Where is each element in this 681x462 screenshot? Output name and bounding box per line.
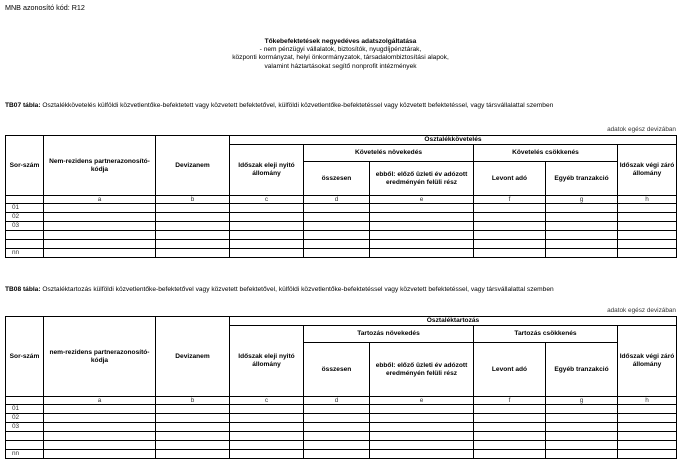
- data-cell[interactable]: [230, 204, 304, 213]
- letter-cell: d: [304, 397, 370, 405]
- col-sorszam: Sor-szám: [6, 136, 44, 196]
- data-cell[interactable]: [474, 231, 546, 240]
- table-row: [6, 240, 677, 249]
- letter-cell: e: [370, 397, 474, 405]
- data-cell[interactable]: [156, 204, 230, 213]
- data-cell[interactable]: [370, 213, 474, 222]
- data-cell[interactable]: [156, 405, 230, 414]
- letter-cell: f: [474, 196, 546, 204]
- report-header: [0, 38, 681, 71]
- data-cell[interactable]: [546, 204, 618, 213]
- letter-cell: a: [44, 196, 156, 204]
- letter-cell: f: [474, 397, 546, 405]
- row-number: nn: [6, 249, 44, 258]
- col-dec-tax: Levont adó: [474, 162, 546, 196]
- data-cell[interactable]: [370, 450, 474, 459]
- table-row: [6, 231, 677, 240]
- report-subtitle-1: - nem pénzügyi vállalatok, biztosítók, nyugdíjpénztárak,: [259, 46, 422, 54]
- data-cell[interactable]: [156, 222, 230, 231]
- data-cell[interactable]: [546, 414, 618, 423]
- table-row: [6, 414, 677, 423]
- data-cell[interactable]: [44, 213, 156, 222]
- row-number: 01: [6, 405, 44, 414]
- data-cell[interactable]: [474, 213, 546, 222]
- col-dec-tax: Levont adó: [474, 343, 546, 397]
- data-cell[interactable]: [618, 450, 677, 459]
- data-cell[interactable]: [44, 240, 156, 249]
- col-partner: nem-rezidens partnerazonosító-kódja: [44, 317, 156, 397]
- data-cell[interactable]: [304, 405, 370, 414]
- data-cell[interactable]: [44, 450, 156, 459]
- row-number: [6, 240, 44, 249]
- data-cell[interactable]: [304, 231, 370, 240]
- letter-cell: e: [370, 196, 474, 204]
- col-inc-total: összesen: [304, 343, 370, 397]
- table-row: [6, 405, 677, 414]
- unit-note: adatok egész devizában: [607, 126, 676, 133]
- data-cell[interactable]: [618, 441, 677, 450]
- data-cell[interactable]: [546, 441, 618, 450]
- col-dec-other: Egyéb tranzakció: [546, 162, 618, 196]
- table-row: [6, 249, 677, 258]
- data-cell[interactable]: [618, 204, 677, 213]
- data-cell[interactable]: [230, 414, 304, 423]
- table-title-tb07: [5, 102, 675, 111]
- data-cell[interactable]: [230, 450, 304, 459]
- data-cell[interactable]: [370, 441, 474, 450]
- data-cell[interactable]: [546, 231, 618, 240]
- data-cell[interactable]: [304, 432, 370, 441]
- data-cell[interactable]: [156, 423, 230, 432]
- data-cell[interactable]: [546, 240, 618, 249]
- data-cell[interactable]: [474, 450, 546, 459]
- data-cell[interactable]: [546, 249, 618, 258]
- data-cell[interactable]: [370, 204, 474, 213]
- table-row: [6, 441, 677, 450]
- data-cell[interactable]: [230, 249, 304, 258]
- row-number: 02: [6, 414, 44, 423]
- data-cell[interactable]: [44, 204, 156, 213]
- data-cell[interactable]: [156, 414, 230, 423]
- col-close: Időszak végi záró állomány: [618, 326, 677, 397]
- data-cell[interactable]: [474, 441, 546, 450]
- letter-cell: h: [618, 397, 677, 405]
- row-number: nn: [6, 450, 44, 459]
- data-cell[interactable]: [618, 414, 677, 423]
- data-cell[interactable]: [370, 432, 474, 441]
- col-open: Időszak eleji nyitó állomány: [230, 145, 304, 196]
- data-cell[interactable]: [546, 222, 618, 231]
- letter-cell: [6, 196, 44, 204]
- col-close: Időszak végi záró állomány: [618, 145, 677, 196]
- data-cell[interactable]: [304, 249, 370, 258]
- data-cell[interactable]: [44, 231, 156, 240]
- data-cell[interactable]: [156, 432, 230, 441]
- data-cell[interactable]: [156, 249, 230, 258]
- table-tb07: [5, 135, 677, 258]
- data-cell[interactable]: [44, 222, 156, 231]
- col-dec-other: Egyéb tranzakció: [546, 343, 618, 397]
- data-cell[interactable]: [156, 450, 230, 459]
- data-cell[interactable]: [370, 414, 474, 423]
- data-cell[interactable]: [304, 213, 370, 222]
- col-inc-total: összesen: [304, 162, 370, 196]
- data-cell[interactable]: [546, 213, 618, 222]
- data-cell[interactable]: [474, 423, 546, 432]
- data-cell[interactable]: [230, 423, 304, 432]
- report-title: Tőkebefektetések negyedéves adatszolgáltatása: [264, 38, 417, 45]
- table-row: [6, 432, 677, 441]
- col-group: Osztaléktartozás: [230, 317, 677, 326]
- data-cell[interactable]: [304, 414, 370, 423]
- mnb-code: MNB azonosító kód: R12: [5, 3, 85, 12]
- data-cell[interactable]: [304, 222, 370, 231]
- data-cell[interactable]: [156, 441, 230, 450]
- data-cell[interactable]: [304, 240, 370, 249]
- data-cell[interactable]: [474, 414, 546, 423]
- data-cell[interactable]: [304, 441, 370, 450]
- data-cell[interactable]: [546, 450, 618, 459]
- data-cell[interactable]: [304, 423, 370, 432]
- data-cell[interactable]: [370, 249, 474, 258]
- data-cell[interactable]: [230, 432, 304, 441]
- row-number: 02: [6, 213, 44, 222]
- data-cell[interactable]: [370, 222, 474, 231]
- letter-cell: b: [156, 397, 230, 405]
- data-cell[interactable]: [230, 441, 304, 450]
- col-inc-group: Követelés növekedés: [304, 145, 474, 162]
- data-cell[interactable]: [156, 231, 230, 240]
- col-open: Időszak eleji nyitó állomány: [230, 326, 304, 397]
- col-devizanem: Devizanem: [156, 136, 230, 196]
- letter-cell: d: [304, 196, 370, 204]
- data-cell[interactable]: [474, 432, 546, 441]
- table-row: [6, 213, 677, 222]
- col-group: Osztalékkövetelés: [230, 136, 677, 145]
- table-title-text: Osztalékkövetelés külföldi közvetlentőke-befektetett vagy közvetett befektetővel, külföldi közvetlentőke-befektetéssel vagy közvetett befektetéssel, vagy társvállalattal szemben: [40, 102, 554, 109]
- letter-cell: c: [230, 397, 304, 405]
- letters-row: [6, 397, 677, 405]
- row-number: 03: [6, 423, 44, 432]
- data-cell[interactable]: [618, 213, 677, 222]
- data-cell[interactable]: [618, 423, 677, 432]
- letter-cell: h: [618, 196, 677, 204]
- data-cell[interactable]: [44, 249, 156, 258]
- data-cell[interactable]: [370, 405, 474, 414]
- letter-cell: b: [156, 196, 230, 204]
- data-cell[interactable]: [230, 213, 304, 222]
- data-cell[interactable]: [618, 240, 677, 249]
- col-devizanem: Devizanem: [156, 317, 230, 397]
- table-id: TB07 tábla:: [5, 102, 41, 109]
- report-subtitle-3: valamint háztartásokat segítő nonprofit intézmények: [264, 62, 417, 70]
- data-cell[interactable]: [156, 240, 230, 249]
- data-cell[interactable]: [618, 405, 677, 414]
- data-cell[interactable]: [474, 240, 546, 249]
- col-sorszam: Sor-szám: [6, 317, 44, 397]
- row-number: 03: [6, 222, 44, 231]
- table-row: [6, 222, 677, 231]
- table-row: [6, 204, 677, 213]
- unit-note: adatok egész devizában: [607, 307, 676, 314]
- col-partner: Nem-rezidens partnerazonosító-kódja: [44, 136, 156, 196]
- data-cell[interactable]: [230, 240, 304, 249]
- col-inc-group: Tartozás növekedés: [304, 326, 474, 343]
- table-title-tb08: [5, 286, 675, 295]
- letter-cell: g: [546, 196, 618, 204]
- data-cell[interactable]: [474, 204, 546, 213]
- data-cell[interactable]: [370, 240, 474, 249]
- col-inc-of: ebből: előző üzleti év adózott eredményén felüli rész: [370, 162, 474, 196]
- col-dec-group: Tartozás csökkenés: [474, 326, 618, 343]
- letter-cell: c: [230, 196, 304, 204]
- data-cell[interactable]: [474, 222, 546, 231]
- row-number: [6, 231, 44, 240]
- data-cell[interactable]: [618, 231, 677, 240]
- table-tb08: [5, 316, 677, 459]
- data-cell[interactable]: [618, 222, 677, 231]
- data-cell[interactable]: [618, 249, 677, 258]
- data-cell[interactable]: [230, 222, 304, 231]
- data-cell[interactable]: [44, 423, 156, 432]
- data-cell[interactable]: [546, 405, 618, 414]
- data-cell[interactable]: [156, 213, 230, 222]
- row-number: [6, 441, 44, 450]
- col-inc-of: ebből: előző üzleti év adózott eredményén felüli rész: [370, 343, 474, 397]
- letter-cell: g: [546, 397, 618, 405]
- letter-cell: [6, 397, 44, 405]
- row-number: 01: [6, 204, 44, 213]
- data-cell[interactable]: [474, 405, 546, 414]
- data-cell[interactable]: [370, 231, 474, 240]
- table-row: [6, 423, 677, 432]
- letter-cell: a: [44, 397, 156, 405]
- table-id: TB08 tábla:: [5, 286, 41, 293]
- report-subtitle-2: központi kormányzat, helyi önkormányzatok, társadalombiztosítási alapok,: [232, 54, 449, 62]
- data-cell[interactable]: [304, 450, 370, 459]
- data-cell[interactable]: [230, 405, 304, 414]
- data-cell[interactable]: [546, 423, 618, 432]
- letters-row: [6, 196, 677, 204]
- data-cell[interactable]: [44, 414, 156, 423]
- data-cell[interactable]: [230, 231, 304, 240]
- table-title-text: Osztaléktartozás külföldi közvetlentőke-befektetővel vagy közvetett befektetővel, külföldi közvetlentőke-befektetéssel vagy közvetett befektetéssel, vagy társvállalattal szemben: [40, 286, 554, 293]
- data-cell[interactable]: [44, 441, 156, 450]
- row-number: [6, 432, 44, 441]
- data-cell[interactable]: [44, 432, 156, 441]
- data-cell[interactable]: [474, 249, 546, 258]
- data-cell[interactable]: [304, 204, 370, 213]
- table-row: [6, 450, 677, 459]
- data-cell[interactable]: [44, 405, 156, 414]
- data-cell[interactable]: [370, 423, 474, 432]
- data-cell[interactable]: [618, 432, 677, 441]
- data-cell[interactable]: [546, 432, 618, 441]
- col-dec-group: Követelés csökkenés: [474, 145, 618, 162]
